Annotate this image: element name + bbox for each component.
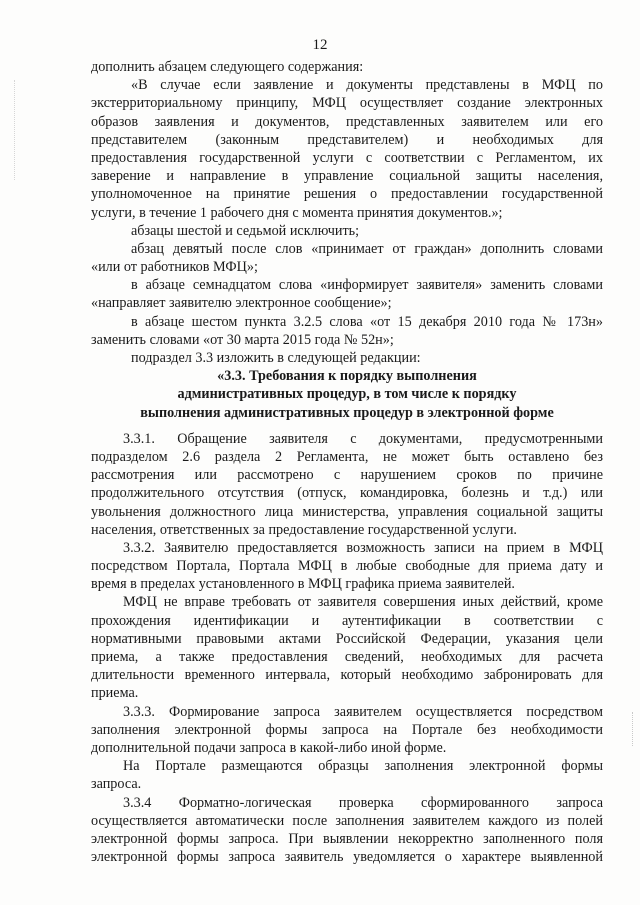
text-line: прохождения идентификации и аутентификации в соответствии с <box>91 612 603 629</box>
text-line: осуществляется автоматически после заполнения заявителем каждого из полей <box>91 812 603 829</box>
text-line: подразделом 2.6 раздела 2 Регламента, не может быть оставлено без <box>91 448 603 465</box>
document-body <box>91 58 603 866</box>
text-line: «В случае если заявление и документы представлены в МФЦ по <box>131 77 603 94</box>
text-line: 3.3.2. Заявителю предоставляется возможность записи на прием в МФЦ <box>123 539 603 556</box>
text-line: абзац девятый после слов «принимает от граждан» дополнить словами <box>131 240 603 257</box>
text-line: дополнительной подачи запроса в какой-либо иной форме. <box>91 739 447 756</box>
page-number: 12 <box>312 37 328 53</box>
scan-mark-right <box>632 712 634 746</box>
text-line: запроса. <box>91 776 142 793</box>
text-line: образов заявления и документов, представленных заявителем или его <box>91 113 603 130</box>
text-line: время в пределах установленного в МФЦ графика приема заявителей. <box>91 576 515 593</box>
text-line: уполномоченное на принятие решения о предоставлении государственной <box>91 186 603 203</box>
text-line: абзацы шестой и седьмой исключить; <box>131 222 360 239</box>
text-line: «направляет заявителю электронное сообщение»; <box>91 295 392 312</box>
text-line: заверение и направление в управление социальной защиты населения, <box>91 168 603 185</box>
paragraph-gap <box>91 422 603 430</box>
text-line: в абзаце шестом пункта 3.2.5 слова «от 15 декабря 2010 года № 173н» <box>131 313 603 330</box>
text-line: На Портале размещаются образцы заполнения электронной формы <box>123 758 603 775</box>
text-line: населения, ответственных за предоставление государственной услуги. <box>91 521 517 538</box>
text-line: электронной формы запроса. При выявлении некорректно заполненного поля <box>91 830 603 847</box>
text-line: МФЦ не вправе требовать от заявителя совершения иных действий, кроме <box>123 594 603 611</box>
text-line: электронной формы запроса заявитель уведомляется о характере выявленной <box>91 849 603 866</box>
text-line: 3.3.3. Формирование запроса заявителем осуществляется посредством <box>123 703 603 720</box>
text-line: продолжительного отсутствия (отпуск, командировка, болезнь и т.д.) или <box>91 485 603 502</box>
text-line: услуги, в течение 1 рабочего дня с момента принятия документов.»; <box>91 204 503 221</box>
text-line: приема, а также предоставления сведений, необходимых для расчета <box>91 649 603 665</box>
text-line: посредством Портала, Портала МФЦ в любые свободные для приема дату и <box>91 558 603 575</box>
text-line: длительности временного интервала, который необходимо забронировать для <box>91 667 603 684</box>
section-heading-line: административных процедур, в том числе к порядку <box>177 386 517 403</box>
text-line: заменить словами «от 30 марта 2015 года № 52н»; <box>91 331 394 348</box>
section-heading-line: «3.3. Требования к порядку выполнения <box>217 368 477 385</box>
text-line: «или от работников МФЦ»; <box>91 259 258 276</box>
text-line: заполнения электронной формы запроса на Портале без необходимости <box>91 721 603 738</box>
text-line: экстерриториальному принципу, МФЦ осуществляет создание электронных <box>91 95 603 112</box>
text-line: 3.3.1. Обращение заявителя с документами, предусмотренными <box>123 430 603 447</box>
scan-mark-left <box>14 80 16 180</box>
text-line: нормативными правовыми актами Российской Федерации, указания цели <box>91 630 603 647</box>
text-line: подраздел 3.3 изложить в следующей редакции: <box>131 350 421 366</box>
text-line: предоставления государственной услуги с соответствии с Регламентом, их <box>91 149 603 166</box>
text-line: дополнить абзацем следующего содержания: <box>91 59 364 75</box>
text-line: в абзаце семнадцатом слова «информирует заявителя» заменить словами <box>131 277 603 294</box>
section-heading-line: выполнения административных процедур в электронной форме <box>140 404 554 421</box>
text-line: 3.3.4 Форматно-логическая проверка сформированного запроса <box>123 794 603 811</box>
text-line: увольнения должностного лица министерства, управления социальной защиты <box>91 503 603 520</box>
text-line: рассмотрения или рассмотрено с нарушением сроков по причине <box>91 467 603 484</box>
text-line: приема. <box>91 685 139 702</box>
text-line: представителем (законным представителем) и необходимых для <box>91 131 603 148</box>
